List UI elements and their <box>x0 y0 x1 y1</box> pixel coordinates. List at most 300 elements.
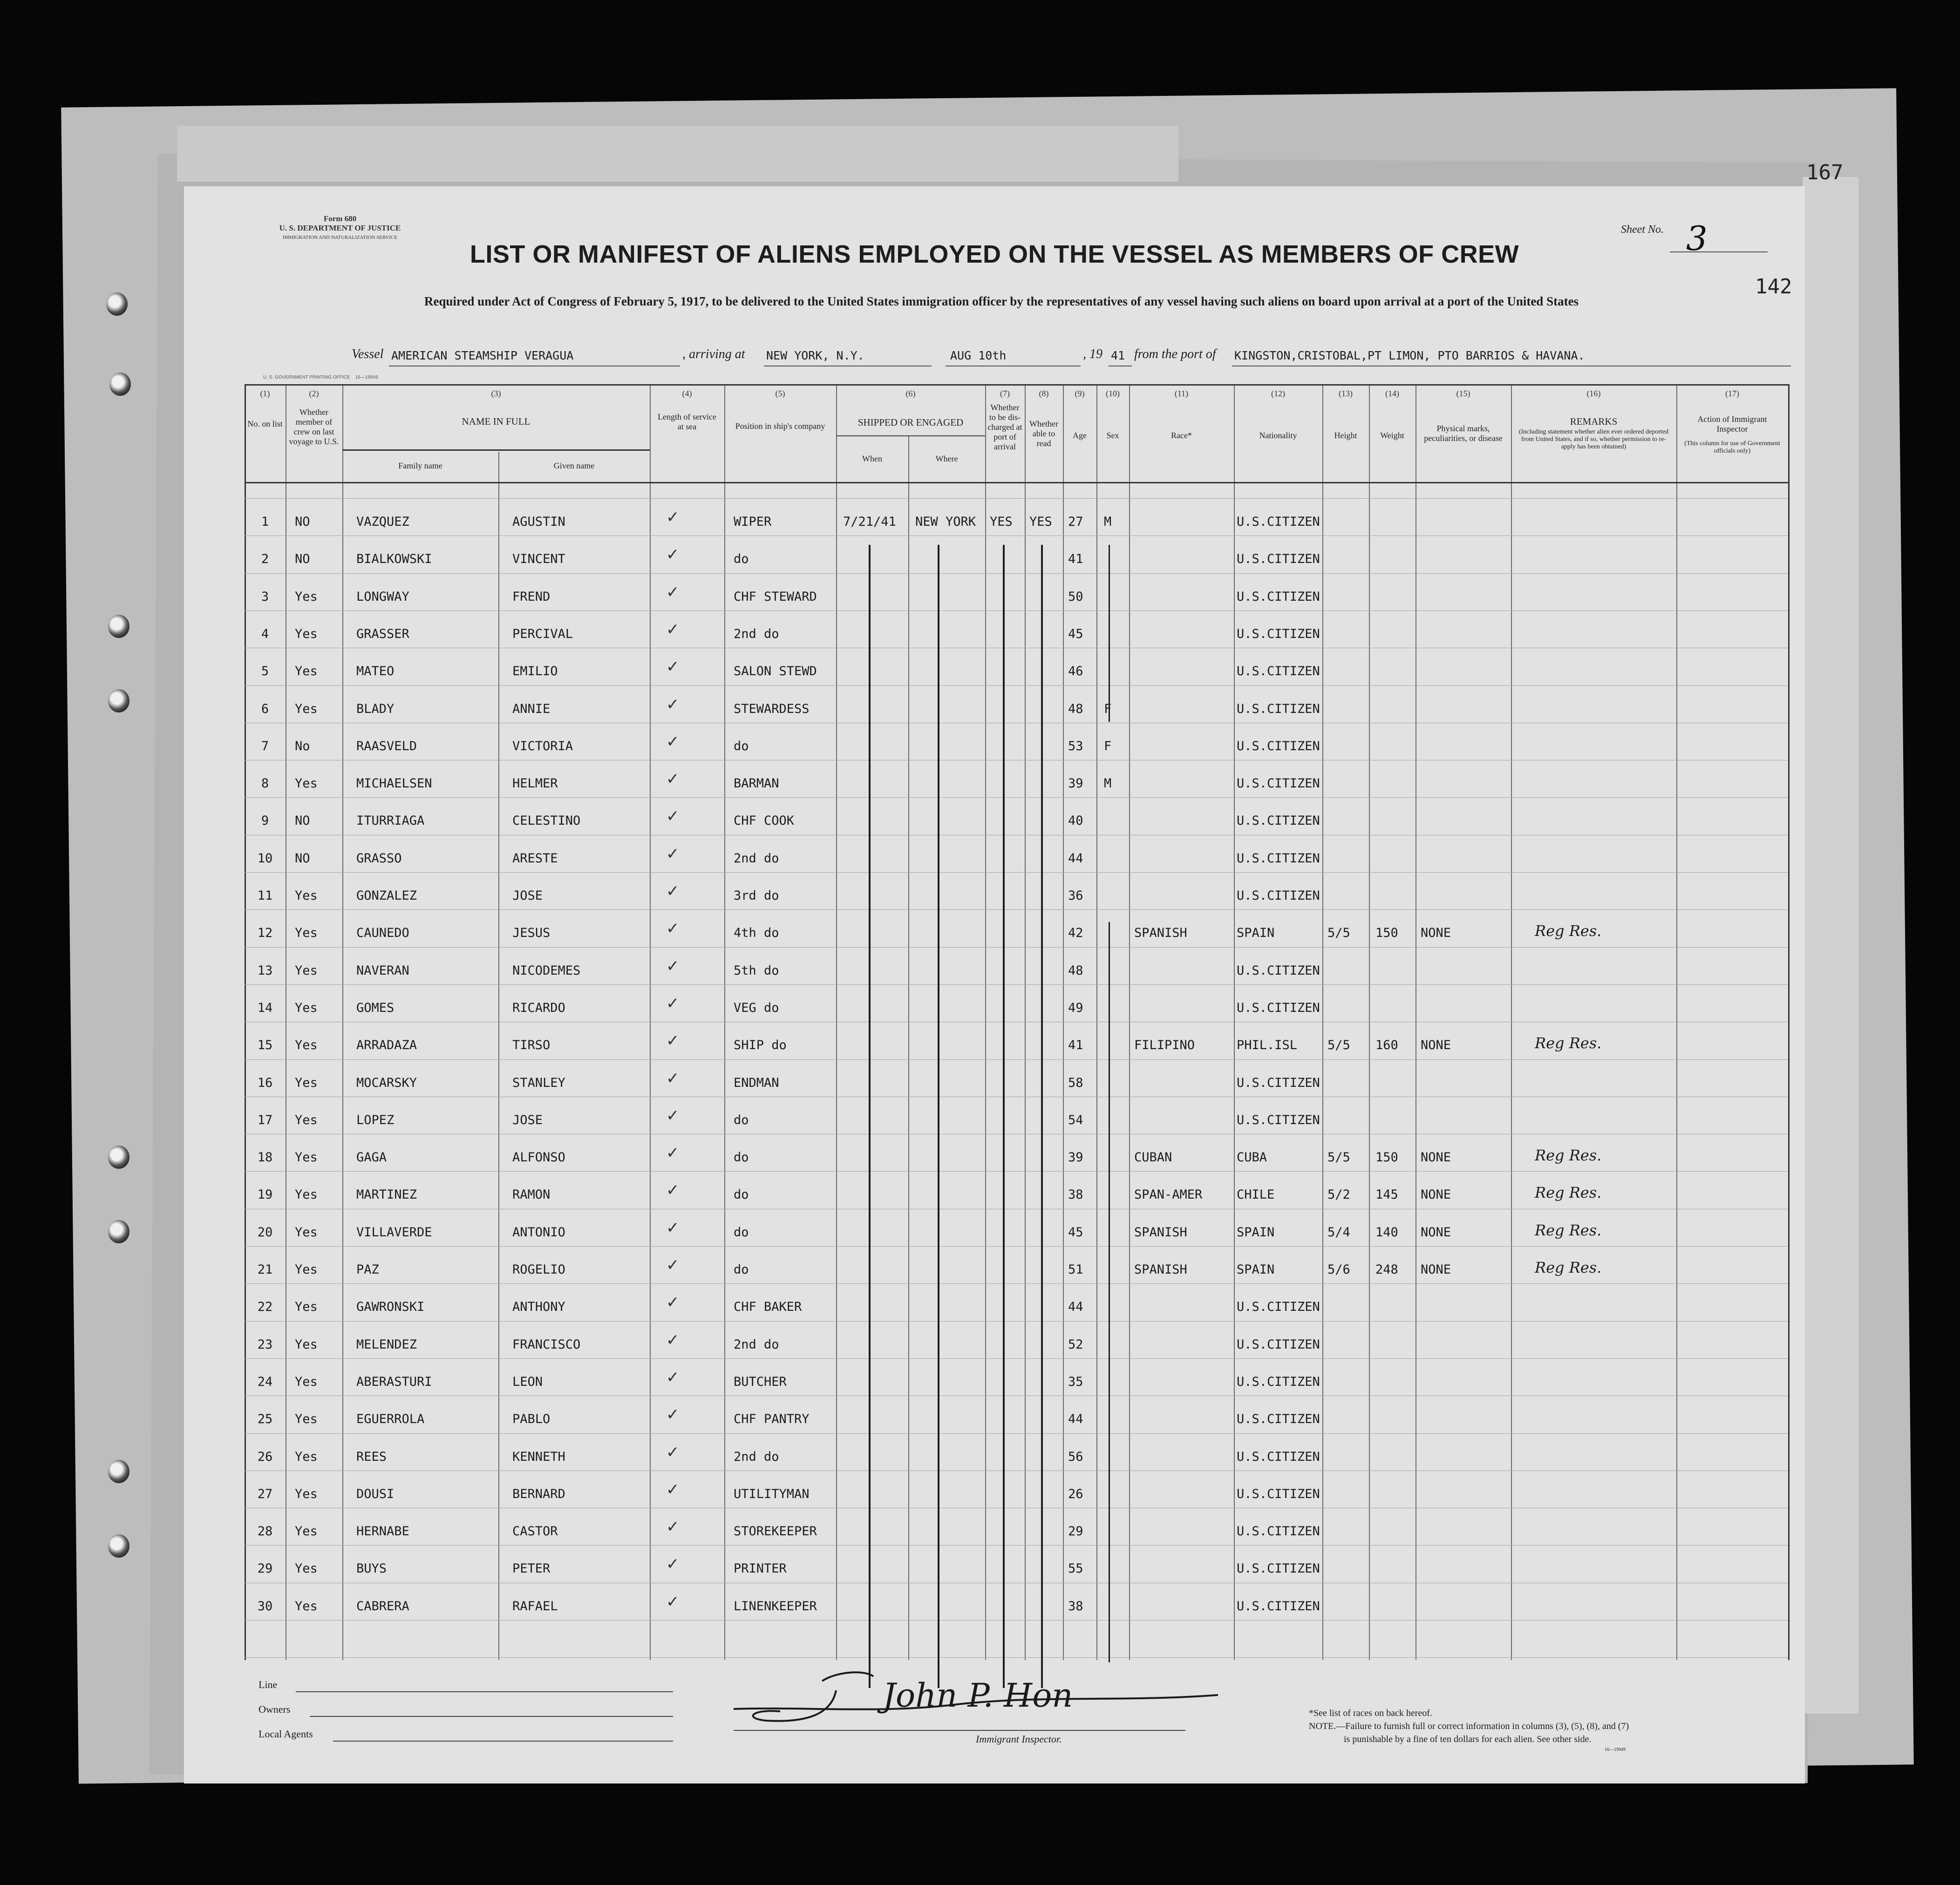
footnote-2: is punishable by a fine of ten dollars for each alien. See other side. <box>1344 1734 1592 1744</box>
cell-nationality: U.S.CITIZEN <box>1237 851 1320 866</box>
check-mark-icon: ✓ <box>666 1405 680 1424</box>
cell-age: 39 <box>1068 776 1083 791</box>
row-rule <box>245 909 1788 910</box>
cell-position: LINENKEEPER <box>734 1599 817 1614</box>
check-mark-icon: ✓ <box>666 545 680 564</box>
row-rule <box>245 1059 1788 1060</box>
cell-position: WIPER <box>734 515 772 529</box>
ditto-read <box>1041 545 1043 1688</box>
cell-given: VINCENT <box>512 552 565 567</box>
page-subtitle: Required under Act of Congress of February 5, 1917, to be delivered to the United States immigration officer by the representatives of any vessel having such aliens on board upon arrival at a port of the United States <box>424 294 1579 308</box>
check-mark-icon: ✓ <box>666 1181 680 1200</box>
cell-position: 2nd do <box>734 1449 779 1464</box>
header-remarks: REMARKS <box>1570 416 1618 427</box>
cell-no: 17 <box>257 1112 273 1127</box>
cell-given: JOSE <box>512 888 543 903</box>
cell-no: 28 <box>257 1524 273 1539</box>
cell-given: AGUSTIN <box>512 515 565 529</box>
row-rule <box>245 573 1788 574</box>
cell-last: Yes <box>295 1412 318 1427</box>
row-rule <box>245 1620 1788 1621</box>
header-height: Height <box>1334 431 1357 440</box>
footnote-1: NOTE.—Failure to furnish full or correct information in columns (3), (5), (8), and (7) <box>1309 1721 1629 1731</box>
cell-given: TIRSO <box>512 1038 551 1053</box>
cell-race: SPANISH <box>1134 1225 1187 1240</box>
binder-hole <box>106 292 128 316</box>
header-name-in-full: NAME IN FULL <box>462 416 531 427</box>
cell-last: Yes <box>295 1524 318 1539</box>
cell-last: Yes <box>295 1000 318 1015</box>
row-rule <box>245 498 1788 499</box>
cell-weight: 150 <box>1375 926 1398 941</box>
cell-last: Yes <box>295 1150 318 1165</box>
cell-no: 16 <box>257 1075 273 1090</box>
cell-last: Yes <box>295 1374 318 1389</box>
cell-given: PABLO <box>512 1412 551 1427</box>
cell-height: 5/4 <box>1327 1225 1350 1240</box>
cell-given: STANLEY <box>512 1075 565 1090</box>
cell-nationality: U.S.CITIZEN <box>1237 776 1320 791</box>
cell-given: PETER <box>512 1561 551 1576</box>
cell-last: No <box>295 739 310 753</box>
cell-family: VAZQUEZ <box>356 515 409 529</box>
cell-no: 7 <box>261 739 269 753</box>
cell-family: MARTINEZ <box>356 1187 417 1202</box>
cell-position: STOREKEEPER <box>734 1524 817 1539</box>
cell-weight: 160 <box>1375 1038 1398 1053</box>
cell-age: 41 <box>1068 1038 1083 1053</box>
departure-ports: KINGSTON,CRISTOBAL,PT LIMON, PTO BARRIOS & HAVANA. <box>1234 349 1585 362</box>
row-rule <box>245 1246 1788 1247</box>
cell-family: BUYS <box>356 1561 387 1576</box>
check-mark-icon: ✓ <box>666 1368 680 1387</box>
check-mark-icon: ✓ <box>666 1031 680 1051</box>
cell-last: Yes <box>295 1262 318 1277</box>
cell-given: ANTONIO <box>512 1225 565 1240</box>
cell-age: 26 <box>1068 1486 1083 1501</box>
cell-position: UTILITYMAN <box>734 1486 810 1501</box>
cell-position: BARMAN <box>734 776 779 791</box>
cell-position: CHF BAKER <box>734 1300 802 1315</box>
cell-given: EMILIO <box>512 664 558 679</box>
cell-nationality: U.S.CITIZEN <box>1237 626 1320 641</box>
cell-nationality: U.S.CITIZEN <box>1237 515 1320 529</box>
cell-nationality: U.S.CITIZEN <box>1237 1561 1320 1576</box>
header-shipped-engaged: SHIPPED OR ENGAGED <box>858 417 964 428</box>
cell-position: do <box>734 1112 749 1127</box>
cell-nationality: CUBA <box>1237 1150 1267 1165</box>
cell-family: GAGA <box>356 1150 387 1165</box>
cell-position: 2nd do <box>734 626 779 641</box>
cell-no: 13 <box>257 963 273 978</box>
cell-age: 44 <box>1068 1412 1083 1427</box>
cell-remarks: Reg Res. <box>1535 1259 1602 1276</box>
cell-age: 44 <box>1068 1300 1083 1315</box>
check-mark-icon: ✓ <box>666 1293 680 1312</box>
cell-nationality: U.S.CITIZEN <box>1237 888 1320 903</box>
header-no-on-list: No. on list <box>247 419 283 428</box>
cell-no: 21 <box>257 1262 273 1277</box>
cell-given: FREND <box>512 589 551 604</box>
check-mark-icon: ✓ <box>666 695 680 714</box>
header-when: When <box>862 454 882 463</box>
check-mark-icon: ✓ <box>666 844 680 863</box>
cell-given: KENNETH <box>512 1449 565 1464</box>
cell-position: CHF COOK <box>734 814 795 828</box>
cell-position: 5th do <box>734 963 779 978</box>
cell-read: YES <box>1029 515 1052 529</box>
cell-age: 45 <box>1068 1225 1083 1240</box>
cell-discharged: YES <box>990 515 1013 529</box>
cell-age: 36 <box>1068 888 1083 903</box>
cell-age: 54 <box>1068 1112 1083 1127</box>
from-port-label: from the port of <box>1134 347 1216 361</box>
check-mark-icon: ✓ <box>666 919 680 938</box>
cell-given: ALFONSO <box>512 1150 565 1165</box>
cell-age: 50 <box>1068 589 1083 604</box>
check-mark-icon: ✓ <box>666 658 680 677</box>
cell-position: 4th do <box>734 926 779 941</box>
check-mark-icon: ✓ <box>666 1106 680 1125</box>
check-mark-icon: ✓ <box>666 1218 680 1237</box>
row-rule <box>245 872 1788 873</box>
cell-family: MICHAELSEN <box>356 776 432 791</box>
cell-nationality: U.S.CITIZEN <box>1237 1412 1320 1427</box>
row-rule <box>245 610 1788 611</box>
cell-no: 1 <box>261 515 269 529</box>
cell-last: Yes <box>295 1337 318 1352</box>
cell-age: 38 <box>1068 1599 1083 1614</box>
check-mark-icon: ✓ <box>666 1256 680 1275</box>
cell-last: Yes <box>295 626 318 641</box>
cell-family: GONZALEZ <box>356 888 417 903</box>
cell-nationality: U.S.CITIZEN <box>1237 701 1320 716</box>
header-able-to-read: Whether able to read <box>1029 419 1058 448</box>
cell-family: MATEO <box>356 664 395 679</box>
cell-nationality: U.S.CITIZEN <box>1237 814 1320 828</box>
ditto-discharged <box>1003 545 1005 1688</box>
row-rule <box>245 797 1788 798</box>
arrival-year: 41 <box>1111 349 1125 362</box>
binder-hole <box>108 1220 129 1243</box>
cell-given: NICODEMES <box>512 963 581 978</box>
cell-age: 48 <box>1068 701 1083 716</box>
cell-age: 38 <box>1068 1187 1083 1202</box>
check-mark-icon: ✓ <box>666 1330 680 1349</box>
cell-no: 25 <box>257 1412 273 1427</box>
cell-no: 10 <box>257 851 273 866</box>
cell-nationality: SPAIN <box>1237 1262 1275 1277</box>
cell-no: 30 <box>257 1599 273 1614</box>
footer-print-code: 16—19949 <box>1605 1747 1626 1752</box>
check-mark-icon: ✓ <box>666 994 680 1013</box>
cell-position: VEG do <box>734 1000 779 1015</box>
sheet-no-label: Sheet No. <box>1621 224 1664 236</box>
cell-age: 56 <box>1068 1449 1083 1464</box>
binder-hole <box>108 615 129 638</box>
cell-sex: F <box>1104 701 1112 716</box>
cell-nationality: PHIL.ISL <box>1237 1038 1298 1053</box>
cell-family: EGUERROLA <box>356 1412 425 1427</box>
check-mark-icon: ✓ <box>666 807 680 826</box>
cell-family: ITURRIAGA <box>356 814 425 828</box>
cell-given: CELESTINO <box>512 814 581 828</box>
check-mark-icon: ✓ <box>666 956 680 976</box>
ditto-where <box>938 545 939 1688</box>
cell-last: Yes <box>295 963 318 978</box>
cell-when: 7/21/41 <box>843 515 896 529</box>
cell-given: ANTHONY <box>512 1300 565 1315</box>
page-number-outer: 167 <box>1806 161 1844 184</box>
header-where: Where <box>935 454 958 463</box>
check-mark-icon: ✓ <box>666 1443 680 1462</box>
cell-weight: 248 <box>1375 1262 1398 1277</box>
cell-age: 53 <box>1068 739 1083 753</box>
cell-family: LONGWAY <box>356 589 409 604</box>
cell-position: CHF STEWARD <box>734 589 817 604</box>
cell-height: 5/6 <box>1327 1262 1350 1277</box>
cell-marks: NONE <box>1421 1187 1451 1202</box>
printing-office: U. S. GOVERNMENT PRINTING OFFICE 16—19949 <box>263 375 378 380</box>
cell-given: VICTORIA <box>512 739 573 753</box>
cell-age: 35 <box>1068 1374 1083 1389</box>
cell-family: ARRADAZA <box>356 1038 417 1053</box>
cell-family: LOPEZ <box>356 1112 395 1127</box>
cell-remarks: Reg Res. <box>1535 1034 1602 1052</box>
header-given-name: Given name <box>553 461 595 470</box>
cell-position: STEWARDESS <box>734 701 810 716</box>
cell-given: PERCIVAL <box>512 626 573 641</box>
cell-last: Yes <box>295 1449 318 1464</box>
cell-no: 14 <box>257 1000 273 1015</box>
cell-no: 9 <box>261 814 269 828</box>
cell-age: 55 <box>1068 1561 1083 1576</box>
cell-nationality: U.S.CITIZEN <box>1237 1486 1320 1501</box>
cell-nationality: U.S.CITIZEN <box>1237 1112 1320 1127</box>
cell-last: Yes <box>295 926 318 941</box>
cell-given: JESUS <box>512 926 551 941</box>
cell-last: NO <box>295 814 310 828</box>
header-sex: Sex <box>1106 431 1119 440</box>
cell-height: 5/5 <box>1327 1038 1350 1053</box>
form-number: Form 680 <box>323 214 357 223</box>
header-length-of-service: Length of service at sea <box>658 412 716 431</box>
cell-family: NAVERAN <box>356 963 409 978</box>
ditto-sex <box>1109 545 1110 722</box>
cell-last: NO <box>295 552 310 567</box>
cell-marks: NONE <box>1421 1225 1451 1240</box>
footer-agents-label: Local Agents <box>259 1728 313 1740</box>
cell-nationality: U.S.CITIZEN <box>1237 1075 1320 1090</box>
crew-manifest-table: (1) (2) (3) (4) (5) (6) (7) (8) (9) (10) (11) (12) (13) (14) (15) (16) (17) No. on list Whether member of crew on last voyage to U.S. NAME IN FULL Family name Given name Length of service at sea Position in ship's company SHIPPED OR ENGAGED When Where Whether to be dis-charged at port of arrival Whether able to read Age Sex Race* Nationality Height Weight Physical marks, peculiarities, or disease REMARKS (Including statement whether alien ever ordered deported from United States, and if so, whether permission to re-apply has been obtained) Action of Immigrant Inspector (This column for use of Government officials only) 1 NO VAZQUEZ AGUSTIN WIPER 7/21/41 NEW YORK YES YES 27 M U.S.CITIZEN ✓ 2 NO BIALKOWSKI VINCENT do 41 U.S.CITIZEN ✓ 3 Yes LONGWAY FREND CHF STEWARD 50 U.S.CITIZEN ✓ 4 Yes GRASSER PERCIVAL 2nd do 45 U.S.CITIZEN ✓ 5 Yes MATEO EMILIO SALON STEWD 46 U.S.CITIZEN ✓ 6 Yes BLADY ANNIE STEWARDESS 48 F U.S.CITIZEN ✓ 7 No RAASVELD VICTORIA do 53 F U.S.CITIZEN ✓ 8 Yes MICHAELSEN HELMER BARMAN 39 M U.S.CITIZEN ✓ 9 NO ITURRIAGA CELESTINO CHF COOK 40 U.S.CITIZEN ✓ 10 NO GRASSO ARESTE 2nd do 44 U.S.CITIZEN ✓ 11 Yes GONZALEZ JOSE 3rd do 36 U.S.CITIZEN ✓ 12 Yes CAUNEDO JESUS 4th do 42 SPANISH SPAIN 5/5 150 NONE Reg Res. ✓ 13 Yes NAVERAN NICODEMES 5th do 48 U.S.CITIZEN ✓ 14 Yes GOMES RICARDO VEG do 49 U.S.CITIZEN ✓ 15 Yes ARRADAZA TIRSO SHIP do 41 FILIPINO PHIL.ISL 5/5 160 NONE Reg Res. ✓ 16 Yes MOCARSKY STANLEY ENDMAN 58 U.S.CITIZEN ✓ 17 Yes LOPEZ JOSE do 54 U.S.CITIZEN ✓ 18 Yes GAGA ALFONSO do 39 CUBAN CUBA 5/5 150 NONE Reg Res. ✓ 19 Yes MARTINEZ RAMON do 38 SPAN-AMER CHILE 5/2 145 NONE Reg Res. ✓ 20 Yes VILLAVERDE ANTONIO do 45 SPANISH SPAIN 5/4 140 NONE Reg Res. ✓ 21 Yes PAZ ROGELIO do 51 SPANISH SPAIN 5/6 248 NONE Reg Res. ✓ 22 Yes GAWRONSKI ANTHONY CHF BAKER 44 U.S.CITIZEN ✓ 23 Yes MELENDEZ FRANCISCO 2nd do 52 U.S.CITIZEN ✓ 24 Yes ABERASTURI LEON BUTCHER 35 U.S.CITIZEN ✓ 25 Yes EGUERROLA PABLO CHF PANTRY 44 U.S.CITIZEN ✓ 26 Yes REES KENNETH 2nd do 56 U.S.CITIZEN ✓ 27 Yes DOUSI BERNARD UTILITYMAN 26 U.S.CITIZEN ✓ 28 Yes HERNABE CASTOR STOREKEEPER 29 U.S.CITIZEN ✓ 29 Yes BUYS PETER PRINTER 55 U.S.CITIZEN ✓ 30 Yes CABRERA RAFAEL LINENKEEPER 38 U.S.CITIZEN ✓ <box>245 384 1789 1660</box>
cell-no: 24 <box>257 1374 273 1389</box>
check-mark-icon: ✓ <box>666 770 680 789</box>
cell-position: do <box>734 1262 749 1277</box>
cell-last: Yes <box>295 589 318 604</box>
year-label: , 19 <box>1083 347 1102 361</box>
cell-no: 8 <box>261 776 269 791</box>
footnote-races: *See list of races on back hereof. <box>1309 1708 1432 1718</box>
row-rule <box>245 947 1788 948</box>
cell-position: do <box>734 552 749 567</box>
arriving-port: NEW YORK, N.Y. <box>766 349 864 362</box>
cell-nationality: U.S.CITIZEN <box>1237 1000 1320 1015</box>
cell-age: 40 <box>1068 814 1083 828</box>
cell-no: 18 <box>257 1150 273 1165</box>
cell-position: SALON STEWD <box>734 664 817 679</box>
check-mark-icon: ✓ <box>666 583 680 602</box>
vessel-label: Vessel <box>352 347 384 361</box>
row-rule <box>245 1358 1788 1359</box>
cell-sex: M <box>1104 515 1112 529</box>
cell-remarks: Reg Res. <box>1535 922 1602 940</box>
cell-last: Yes <box>295 664 318 679</box>
cell-nationality: U.S.CITIZEN <box>1237 1374 1320 1389</box>
cell-nationality: SPAIN <box>1237 926 1275 941</box>
inspector-signature <box>715 1662 1251 1732</box>
cell-given: ARESTE <box>512 851 558 866</box>
cell-age: 44 <box>1068 851 1083 866</box>
cell-position: do <box>734 1187 749 1202</box>
check-mark-icon: ✓ <box>666 620 680 639</box>
cell-last: Yes <box>295 1075 318 1090</box>
cell-last: Yes <box>295 1300 318 1315</box>
cell-family: RAASVELD <box>356 739 417 753</box>
cell-where: NEW YORK <box>915 515 976 529</box>
cell-marks: NONE <box>1421 926 1451 941</box>
row-rule <box>245 984 1788 985</box>
cell-no: 15 <box>257 1038 273 1053</box>
page-title: LIST OR MANIFEST OF ALIENS EMPLOYED ON THE VESSEL AS MEMBERS OF CREW <box>470 240 1519 268</box>
row-rule <box>245 1171 1788 1172</box>
cell-marks: NONE <box>1421 1038 1451 1053</box>
cell-nationality: U.S.CITIZEN <box>1237 664 1320 679</box>
service: IMMIGRATION AND NATURALIZATION SERVICE <box>282 235 398 240</box>
cell-no: 2 <box>261 552 269 567</box>
cell-sex: F <box>1104 739 1112 753</box>
sheet-no-value: 3 <box>1686 219 1708 258</box>
cell-age: 39 <box>1068 1150 1083 1165</box>
cell-age: 51 <box>1068 1262 1083 1277</box>
form-identifier <box>242 214 438 242</box>
cell-no: 4 <box>261 626 269 641</box>
cell-height: 5/5 <box>1327 1150 1350 1165</box>
cell-height: 5/5 <box>1327 926 1350 941</box>
cell-family: BLADY <box>356 701 395 716</box>
cell-race: SPAN-AMER <box>1134 1187 1203 1202</box>
cell-last: Yes <box>295 701 318 716</box>
cell-race: FILIPINO <box>1134 1038 1195 1053</box>
arriving-label: , arriving at <box>682 347 745 361</box>
cell-weight: 140 <box>1375 1225 1398 1240</box>
cell-age: 52 <box>1068 1337 1083 1352</box>
cell-position: do <box>734 1150 749 1165</box>
manifest-page <box>184 186 1805 1783</box>
ditto-sex <box>1109 922 1110 1662</box>
header-remarks-note: (Including statement whether alien ever ordered deported from United States, and if so, whether permission to re-apply has been obtained) <box>1518 428 1669 450</box>
cell-nationality: SPAIN <box>1237 1225 1275 1240</box>
cell-last: Yes <box>295 776 318 791</box>
check-mark-icon: ✓ <box>666 1555 680 1574</box>
cell-height: 5/2 <box>1327 1187 1350 1202</box>
cell-nationality: U.S.CITIZEN <box>1237 589 1320 604</box>
header-inspector-action: Action of Immigrant Inspector <box>1697 414 1767 434</box>
check-mark-icon: ✓ <box>666 1592 680 1611</box>
cell-position: 3rd do <box>734 888 779 903</box>
immigrant-inspector-label: Immigrant Inspector. <box>976 1733 1062 1745</box>
cell-family: GOMES <box>356 1000 395 1015</box>
header-last-voyage: Whether member of crew on last voyage to U.S. <box>289 407 339 446</box>
cell-given: RAFAEL <box>512 1599 558 1614</box>
ditto-when <box>869 545 871 1688</box>
cell-family: MOCARSKY <box>356 1075 417 1090</box>
cell-no: 29 <box>257 1561 273 1576</box>
cell-no: 20 <box>257 1225 273 1240</box>
cell-family: DOUSI <box>356 1486 395 1501</box>
cell-race: SPANISH <box>1134 926 1187 941</box>
vessel-name: AMERICAN STEAMSHIP VERAGUA <box>391 349 574 362</box>
check-mark-icon: ✓ <box>666 1069 680 1088</box>
cell-family: REES <box>356 1449 387 1464</box>
cell-no: 12 <box>257 926 273 941</box>
cell-last: Yes <box>295 888 318 903</box>
cell-marks: NONE <box>1421 1150 1451 1165</box>
cell-nationality: CHILE <box>1237 1187 1275 1202</box>
cell-no: 27 <box>257 1486 273 1501</box>
cell-weight: 145 <box>1375 1187 1398 1202</box>
cell-age: 29 <box>1068 1524 1083 1539</box>
cell-marks: NONE <box>1421 1262 1451 1277</box>
cell-family: BIALKOWSKI <box>356 552 432 567</box>
cell-no: 22 <box>257 1300 273 1315</box>
cell-family: ABERASTURI <box>356 1374 432 1389</box>
cell-given: RAMON <box>512 1187 551 1202</box>
cell-no: 3 <box>261 589 269 604</box>
header-family-name: Family name <box>398 461 442 470</box>
header-position: Position in ship's company <box>735 421 825 431</box>
cell-nationality: U.S.CITIZEN <box>1237 1524 1320 1539</box>
row-rule <box>245 1545 1788 1546</box>
cell-family: CAUNEDO <box>356 926 409 941</box>
cell-position: BUTCHER <box>734 1374 787 1389</box>
cell-last: Yes <box>295 1599 318 1614</box>
cell-position: do <box>734 1225 749 1240</box>
cell-given: JOSE <box>512 1112 543 1127</box>
cell-age: 41 <box>1068 552 1083 567</box>
cell-remarks: Reg Res. <box>1535 1146 1602 1165</box>
row-rule <box>245 1657 1788 1658</box>
check-mark-icon: ✓ <box>666 1480 680 1499</box>
row-rule <box>245 1283 1788 1284</box>
cell-given: CASTOR <box>512 1524 558 1539</box>
arrival-date: AUG 10th <box>950 349 1007 362</box>
check-mark-icon: ✓ <box>666 732 680 751</box>
cell-last: NO <box>295 515 310 529</box>
cell-last: Yes <box>295 1561 318 1576</box>
vessel-line <box>352 347 1791 370</box>
cell-last: Yes <box>295 1187 318 1202</box>
cell-nationality: U.S.CITIZEN <box>1237 1300 1320 1315</box>
row-rule <box>245 1433 1788 1434</box>
cell-family: CABRERA <box>356 1599 409 1614</box>
cell-nationality: U.S.CITIZEN <box>1237 1599 1320 1614</box>
binder-hole <box>108 1460 129 1483</box>
cell-age: 49 <box>1068 1000 1083 1015</box>
row-rule <box>245 1321 1788 1322</box>
cell-last: Yes <box>295 1112 318 1127</box>
cell-family: VILLAVERDE <box>356 1225 432 1240</box>
page-number-inner: 142 <box>1755 275 1792 298</box>
